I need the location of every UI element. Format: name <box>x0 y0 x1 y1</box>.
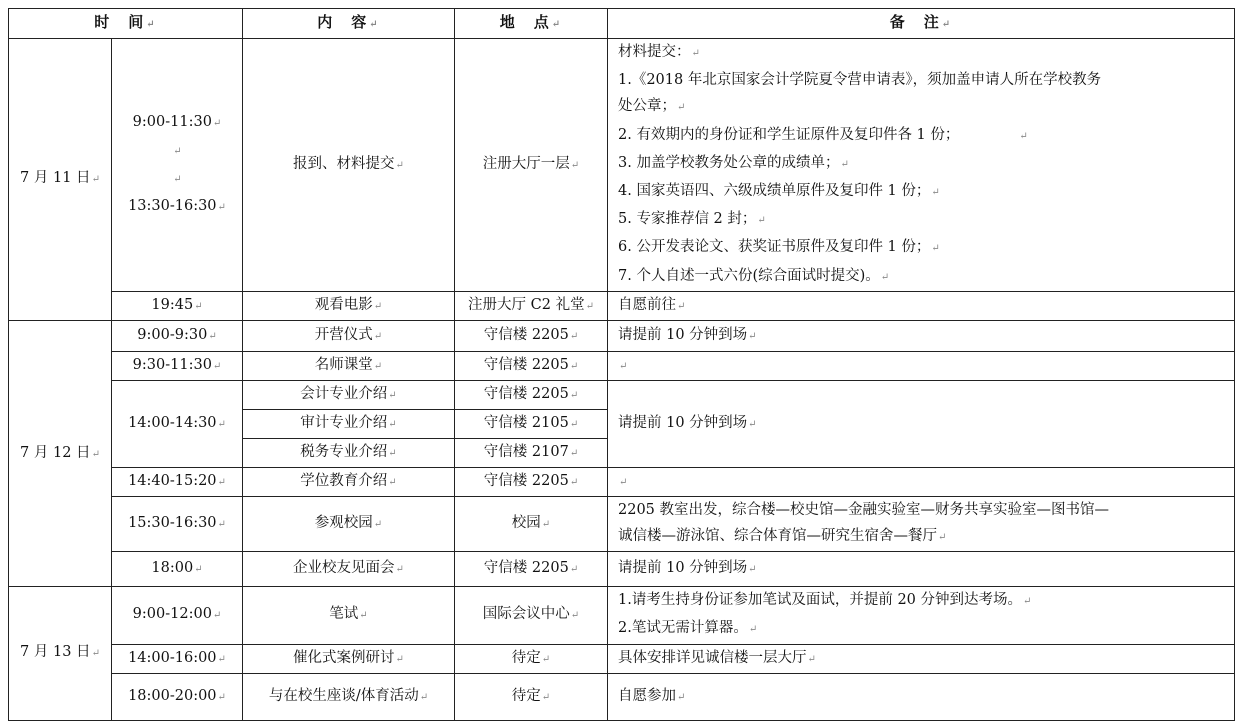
location-cell: 守信楼 2205↵ <box>455 552 608 587</box>
location-cell: 注册大厅 C2 礼堂↵ <box>455 291 608 320</box>
time-cell: 14:00-16:00↵ <box>112 644 243 673</box>
header-location: 地 点↵ <box>455 9 608 39</box>
notes-cell: 自愿参加↵ <box>608 673 1235 720</box>
location-cell: 注册大厅一层↵ <box>455 39 608 292</box>
notes-cell: 请提前 10 分钟到场↵ <box>608 380 1235 467</box>
notes-cell: ↵ <box>608 351 1235 380</box>
notes-cell: 1.请考生持身份证参加笔试及面试，并提前 20 分钟到达考场。↵ 2.笔试无需计算器。↵ <box>608 587 1235 644</box>
content-cell: 学位教育介绍↵ <box>243 467 455 496</box>
header-time: 时 间↵ <box>9 9 243 39</box>
notes-cell: 材料提交：↵ 1.《2018 年北京国家会计学院夏令营申请表》，须加盖申请人所在学校教务 处公章；↵ 2. 有效期内的身份证和学生证原件及复印件各 1 份； ↵ 3. 加盖学校教务处公章的成绩单；↵ 4. 国家英语四、六级成绩单原件及复印件 1 份；↵ 5. 专家推荐信 2 封；↵ 6. 公开发表论文、获奖证书原件及复印件 1 份；↵ 7. 个人自述一式六份(综合面试时提交)。↵ <box>608 39 1235 292</box>
table-row <box>9 587 1235 644</box>
content-cell: 企业校友见面会↵ <box>243 552 455 587</box>
location-cell: 守信楼 2205↵ <box>455 380 608 409</box>
time-cell: 18:00↵ <box>112 552 243 587</box>
content-cell: 催化式案例研讨↵ <box>243 644 455 673</box>
notes-cell: 自愿前往↵ <box>608 291 1235 320</box>
time-cell: 15:30-16:30↵ <box>112 496 243 551</box>
content-cell: 与在校生座谈/体育活动↵ <box>243 673 455 720</box>
time-cell: 14:00-14:30↵ <box>112 380 243 467</box>
location-cell: 守信楼 2105↵ <box>455 409 608 438</box>
content-cell: 笔试↵ <box>243 587 455 644</box>
schedule-table <box>8 8 1235 721</box>
content-cell: 开营仪式↵ <box>243 320 455 351</box>
location-cell: 守信楼 2205↵ <box>455 351 608 380</box>
location-cell: 守信楼 2205↵ <box>455 320 608 351</box>
time-cell: 9:30-11:30↵ <box>112 351 243 380</box>
header-notes: 备 注↵ <box>608 9 1235 39</box>
time-cell: 9:00-9:30↵ <box>112 320 243 351</box>
header-content: 内 容↵ <box>243 9 455 39</box>
location-cell: 待定↵ <box>455 644 608 673</box>
table-row <box>9 39 1235 292</box>
content-cell: 报到、材料提交↵ <box>243 39 455 292</box>
table-row <box>9 673 1235 720</box>
notes-cell: ↵ <box>608 467 1235 496</box>
location-cell: 校园↵ <box>455 496 608 551</box>
time-cell: 9:00-11:30↵ ↵ ↵ 13:30-16:30↵ <box>112 39 243 292</box>
content-cell: 参观校园↵ <box>243 496 455 551</box>
time-cell: 14:40-15:20↵ <box>112 467 243 496</box>
date-cell: 7 月 11 日↵ <box>9 39 112 321</box>
table-row <box>9 351 1235 380</box>
notes-cell: 具体安排详见诚信楼一层大厅↵ <box>608 644 1235 673</box>
header-row <box>9 9 1235 39</box>
location-cell: 守信楼 2205↵ <box>455 467 608 496</box>
notes-cell: 2205 教室出发，综合楼—校史馆—金融实验室—财务共享实验室—图书馆— 诚信楼—游泳馆、综合体育馆—研究生宿舍—餐厅↵ <box>608 496 1235 551</box>
time-cell: 9:00-12:00↵ <box>112 587 243 644</box>
table-row <box>9 552 1235 587</box>
location-cell: 国际会议中心↵ <box>455 587 608 644</box>
date-cell: 7 月 13 日↵ <box>9 587 112 720</box>
content-cell: 观看电影↵ <box>243 291 455 320</box>
content-cell: 审计专业介绍↵ <box>243 409 455 438</box>
table-row <box>9 644 1235 673</box>
notes-cell: 请提前 10 分钟到场↵ <box>608 552 1235 587</box>
table-row <box>9 496 1235 551</box>
table-row <box>9 291 1235 320</box>
content-cell: 税务专业介绍↵ <box>243 438 455 467</box>
location-cell: 待定↵ <box>455 673 608 720</box>
date-cell: 7 月 12 日↵ <box>9 320 112 586</box>
table-row <box>9 467 1235 496</box>
location-cell: 守信楼 2107↵ <box>455 438 608 467</box>
notes-cell: 请提前 10 分钟到场↵ <box>608 320 1235 351</box>
table-row <box>9 320 1235 351</box>
content-cell: 名师课堂↵ <box>243 351 455 380</box>
time-cell: 18:00-20:00↵ <box>112 673 243 720</box>
content-cell: 会计专业介绍↵ <box>243 380 455 409</box>
table-row <box>9 380 1235 409</box>
time-cell: 19:45↵ <box>112 291 243 320</box>
